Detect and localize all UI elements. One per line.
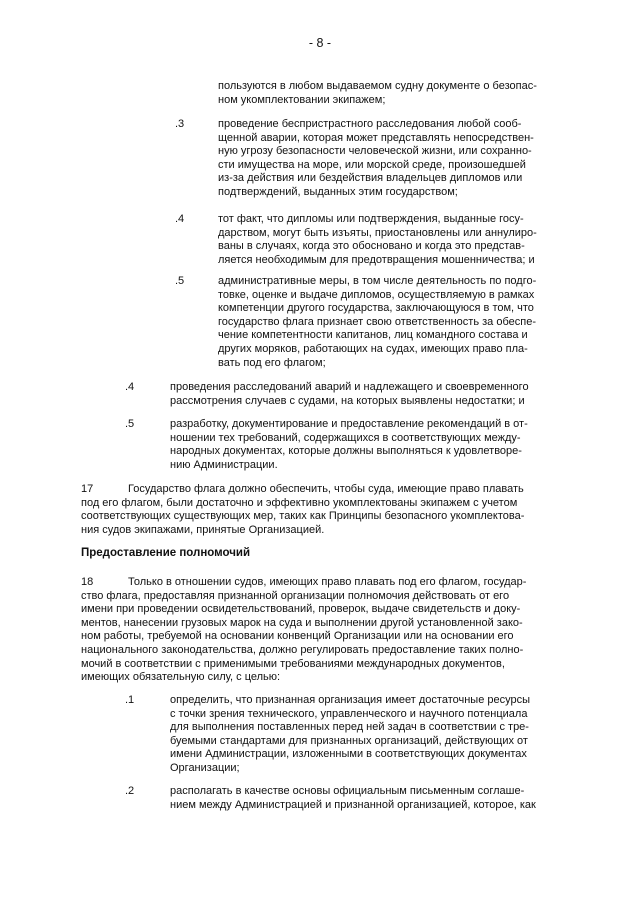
list-item-text: располагать в качестве основы официальным письменным соглаше- нием между Администрацией и признанной организацией, которое, как [170,785,536,811]
sub-item-text: административные меры, в том числе деятельность по подго- товке, оценке и выдаче дипломов, осуществляемую в рамках компетенции другого государства, заключающуюся в том, что государство флага признает свою ответственность за обеспе- чение компетентности капитанов, лиц командного состава и других моряков, работающих на судах, имеющих право пла- вать под его флагом; [218,275,537,369]
sub-item-number: .5 [175,275,185,287]
list-item-number: .2 [125,785,135,797]
list-item-number: .4 [125,381,135,393]
list-item-text: определить, что признанная организация имеет достаточные ресурсы с точки зрения технического, управленческого и научного потенциала для выполнения поставленных перед ней задач в соответствии с тре- буемыми стандартами для признанных организаций, действующих от имени Администрации, изложенными в соответствующих документах Организации; [170,694,531,774]
list-item-text: проведения расследований аварий и надлежащего и своевременного рассмотрения случаев с судами, на которых выявлены недостатки; и [170,381,529,407]
paragraph-18-text: Только в отношении судов, имеющих право плавать под его флагом, государ- ство флага, предоставляя признанной организации полномочия действовать от его имени при проведении освидетельствований, проверок, выдаче свидетельств и доку- ментов, нанесении грузовых марок на суда и выполнении другой установленной зако- ном работы, требуемой на основании конвенций Организации или на основании его национального законодательства, должно регулировать предоставление таких полно- мочий в соответствии с применимыми требованиями международных документов, имеющих обязательную силу, с целью: [81,576,527,684]
paragraph-18-number: 18 [81,576,94,588]
list-item-text: разработку, документирование и предоставление рекомендаций в от- ношении тех требований, содержащихся в соответствующих между- народных документах, которые должны выполняться к удовлетворе- нию Администрации. [170,418,528,471]
sub-item-text: тот факт, что дипломы или подтверждения, выданные госу- дарством, могут быть изъяты, приостановлены или аннулиро- ваны в случаях, когда это обосновано и когда это представ- ляется необходимым для предотвращения мошенничества; и [218,213,537,266]
section-heading: Предоставление полномочий [81,547,251,559]
page-number: - 8 - [308,36,332,50]
sub-item-text: проведение беспристрастного расследования любой сооб- щенной аварии, которая может представлять непосредствен- ную угрозу безопасности человеческой жизни, или сохранно- сти имущества на море, или морской среде, произошедшей из-за действия или бездействия владельцев дипломов или подтверждений, выданных этим государством; [218,118,534,198]
sub-item-number: .4 [175,213,185,225]
sub-item-number: .3 [175,118,185,130]
list-item-number: .1 [125,694,135,706]
paragraph-17-text: Государство флага должно обеспечить, чтобы суда, имеющие право плавать под его флагом, были достаточно и эффективно укомплектованы экипажем с учетом соответствующих существующих мер, таких как Принципы безопасного укомплектова- ния судов экипажами, принятые Организацией. [81,483,525,536]
paragraph-17-number: 17 [81,483,94,495]
list-item-number: .5 [125,418,135,430]
continued-text: пользуются в любом выдаваемом судну документе о безопас- ном укомплектовании экипажем; [218,80,537,106]
